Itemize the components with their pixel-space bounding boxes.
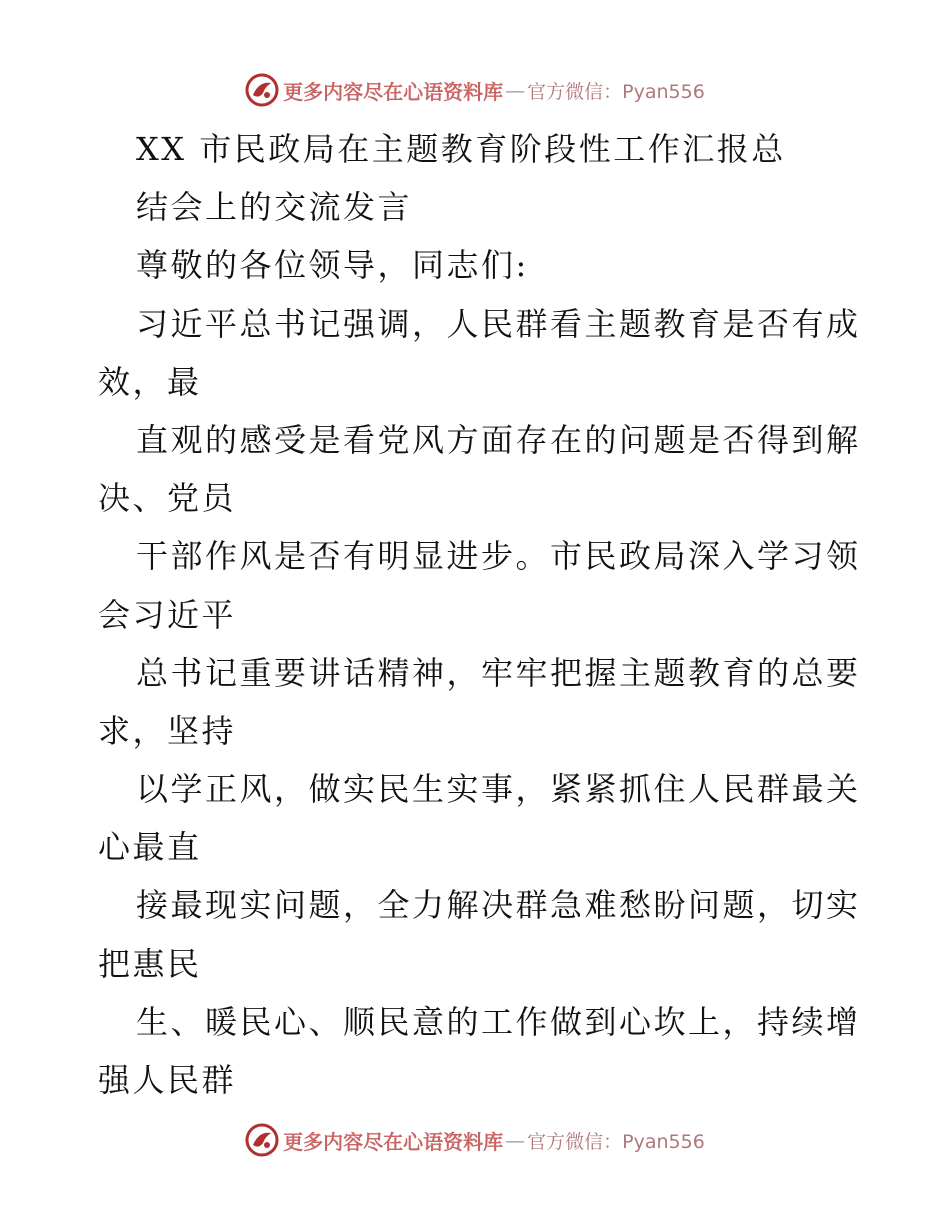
body-line: 干部作风是否有明显进步。市民政局深入学习领 bbox=[136, 537, 861, 576]
body-line: 效，最 bbox=[98, 362, 202, 401]
body-line: 求，坚持 bbox=[98, 711, 237, 750]
body-line: 以学正风，做实民生实事，紧紧抓住人民群最关 bbox=[136, 770, 861, 809]
banner-wechat: 官方微信：Pyan556 bbox=[527, 80, 705, 103]
banner-text: 更多内容尽在心语资料库 bbox=[283, 1129, 504, 1154]
body-line: 习近平总书记强调，人民群看主题教育是否有成 bbox=[136, 304, 861, 343]
body-line: 强人民群 bbox=[98, 1061, 237, 1099]
salutation: 尊敬的各位领导，同志们: bbox=[136, 246, 529, 285]
seal-logo-icon bbox=[245, 1123, 279, 1157]
title-line-1: XX 市民政局在主题教育阶段性工作汇报总 bbox=[136, 130, 786, 168]
body-line: 生、暖民心、顺民意的工作做到心坎上，持续增 bbox=[136, 1002, 861, 1041]
document-body bbox=[98, 120, 861, 1109]
body-line: 把惠民 bbox=[98, 944, 202, 983]
body-line: 决、党员 bbox=[98, 479, 237, 518]
banner-dash: — bbox=[505, 78, 526, 102]
banner-text: 更多内容尽在心语资料库 bbox=[283, 79, 504, 104]
banner-dash: — bbox=[505, 1128, 526, 1152]
body-line: 心最直 bbox=[98, 828, 202, 867]
title-line-2: 结会上的交流发言 bbox=[136, 188, 413, 227]
seal-logo-icon bbox=[245, 73, 279, 107]
footer-banner bbox=[0, 1120, 950, 1160]
header-banner bbox=[0, 70, 950, 110]
banner-wechat: 官方微信：Pyan556 bbox=[527, 1130, 705, 1153]
body-line: 接最现实问题，全力解决群急难愁盼问题，切实 bbox=[136, 886, 861, 925]
body-line: 会习近平 bbox=[98, 595, 237, 634]
body-line: 直观的感受是看党风方面存在的问题是否得到解 bbox=[136, 420, 861, 459]
body-line: 总书记重要讲话精神，牢牢把握主题教育的总要 bbox=[136, 653, 861, 692]
